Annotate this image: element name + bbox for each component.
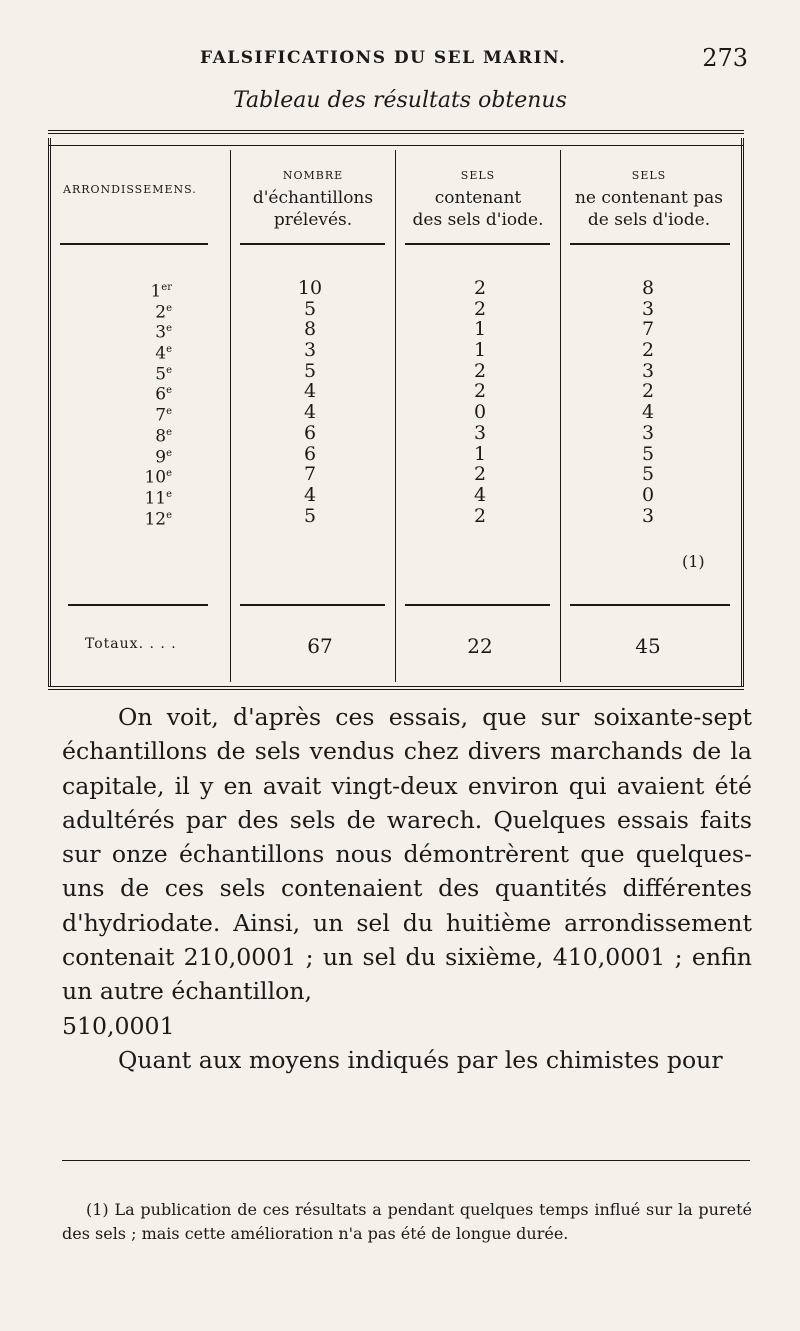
table-cell: 7e bbox=[155, 405, 172, 426]
footnote-text: (1) La publication de ces résultats a pendant quelques temps influé sur la pureté des sels ; mais cette amélioration n'a pas été de longue durée. bbox=[62, 1200, 752, 1243]
header-rule bbox=[60, 243, 208, 245]
column-divider bbox=[230, 150, 231, 682]
table-cell: 4 bbox=[303, 401, 317, 424]
table-cell: 6 bbox=[303, 442, 317, 465]
totals-label: Totaux. . . . bbox=[85, 636, 177, 652]
header-contenant-small: SELS bbox=[460, 169, 496, 182]
body-text bbox=[62, 700, 752, 1077]
table-cell: 6 bbox=[303, 421, 317, 444]
table-cell: 1 bbox=[473, 318, 487, 341]
column-divider bbox=[395, 150, 396, 682]
totals-rule bbox=[68, 604, 208, 606]
column-arrondissements bbox=[112, 278, 172, 530]
column-nombre bbox=[280, 278, 340, 526]
table-cell: 2 bbox=[641, 339, 655, 362]
table-cell: 0 bbox=[641, 483, 655, 506]
paragraph: On voit, d'après ces essais, que sur soixante-sept échantillons de sels vendus chez divers marchands de la capitale, il y en avait vingt-deux environ qui avaient été adultérés par des sels de warech. Quelques essais faits sur onze échantillons nous démontrèrent que quelques-uns de ces sels contenaient des quantités différentes d'hydriodate. Ainsi, un sel du huitième arrondissement contenait 210,0001 ; un sel du sixième, 410,0001 ; enfin un autre échantillon, bbox=[62, 703, 752, 1006]
footnote bbox=[62, 1198, 752, 1246]
table-cell: 2 bbox=[473, 504, 487, 527]
column-ne-contenant bbox=[618, 278, 678, 526]
header-ne-contenant-small: SELS bbox=[631, 169, 667, 182]
totals-rule bbox=[240, 604, 385, 606]
running-head-title: FALSIFICATIONS DU SEL MARIN. bbox=[200, 48, 567, 68]
table-cell: 2 bbox=[473, 380, 487, 403]
table-cell: 3 bbox=[641, 421, 655, 444]
table-cell: 1 bbox=[473, 442, 487, 465]
table-cell: 5 bbox=[303, 504, 317, 527]
header-contenant-line3: des sels d'iode. bbox=[412, 210, 544, 230]
table-cell: 5 bbox=[303, 359, 317, 382]
total-ne-contenant: 45 bbox=[635, 634, 661, 658]
table-cell: 3e bbox=[155, 323, 172, 344]
footnote-reference: (1) bbox=[682, 552, 705, 571]
header-ne-contenant-line3: de sels d'iode. bbox=[587, 210, 711, 230]
table-cell: 3 bbox=[641, 297, 655, 320]
table-cell: 2 bbox=[473, 277, 487, 299]
paragraph-end: 510,0001 bbox=[62, 1011, 175, 1040]
table-cell: 2 bbox=[473, 297, 487, 320]
header-arrondissements: ARRONDISSEMENS. bbox=[63, 183, 197, 196]
header-contenant-line2: contenant bbox=[434, 188, 522, 208]
table-cell: 9e bbox=[155, 447, 172, 468]
table-cell: 2e bbox=[155, 302, 172, 323]
header-nombre-small: NOMBRE bbox=[282, 169, 344, 182]
header-ne-contenant-line2: ne contenant pas bbox=[574, 188, 724, 208]
table-cell: 10 bbox=[297, 277, 323, 299]
table-cell: 11e bbox=[144, 488, 172, 509]
table-cell: 8 bbox=[641, 277, 655, 299]
table-title: Tableau des résultats obtenus bbox=[233, 88, 567, 113]
running-head bbox=[60, 44, 750, 74]
table-cell: 3 bbox=[303, 339, 317, 362]
table-cell: 12e bbox=[144, 509, 172, 530]
table-cell: 3 bbox=[641, 359, 655, 382]
table-cell: 10e bbox=[144, 467, 172, 488]
table-cell: 2 bbox=[641, 380, 655, 403]
table-top-rule bbox=[48, 130, 744, 134]
table-cell: 1er bbox=[150, 281, 172, 302]
table-cell: 1 bbox=[473, 339, 487, 362]
table-cell: 5e bbox=[155, 364, 172, 385]
header-nombre-line2: d'échantillons bbox=[252, 188, 374, 208]
table-cell: 3 bbox=[473, 421, 487, 444]
table-cell: 8 bbox=[303, 318, 317, 341]
table-cell: 3 bbox=[641, 504, 655, 527]
total-contenant: 22 bbox=[467, 634, 493, 658]
header-rule bbox=[405, 243, 550, 245]
table-cell: 4 bbox=[303, 483, 317, 506]
header-contenant bbox=[397, 165, 559, 231]
table-cell: 6e bbox=[155, 385, 172, 406]
header-rule bbox=[570, 243, 730, 245]
table-cell: 0 bbox=[473, 401, 487, 424]
total-nombre: 67 bbox=[307, 634, 333, 658]
table-cell: 2 bbox=[473, 463, 487, 486]
column-divider bbox=[560, 150, 561, 682]
table-cell: 5 bbox=[641, 463, 655, 486]
totals-rule bbox=[570, 604, 730, 606]
totals-rule bbox=[405, 604, 550, 606]
table-cell: 7 bbox=[303, 463, 317, 486]
table-cell: 5 bbox=[641, 442, 655, 465]
table-bottom-rule bbox=[48, 686, 744, 690]
header-rule bbox=[240, 243, 385, 245]
table-cell: 4 bbox=[473, 483, 487, 506]
page-number: 273 bbox=[702, 44, 748, 72]
table-cell: 7 bbox=[641, 318, 655, 341]
table-cell: 4 bbox=[303, 380, 317, 403]
table-cell: 5 bbox=[303, 297, 317, 320]
table-cell: 4 bbox=[641, 401, 655, 424]
header-nombre-line3: prélevés. bbox=[273, 210, 353, 230]
header-ne-contenant bbox=[562, 165, 736, 231]
column-contenant bbox=[450, 278, 510, 526]
paragraph: Quant aux moyens indiqués par les chimistes pour bbox=[118, 1045, 723, 1074]
header-nombre bbox=[232, 165, 394, 231]
footnote-rule bbox=[62, 1160, 750, 1161]
table-cell: 4e bbox=[155, 343, 172, 364]
table-cell: 8e bbox=[155, 426, 172, 447]
table-cell: 2 bbox=[473, 359, 487, 382]
